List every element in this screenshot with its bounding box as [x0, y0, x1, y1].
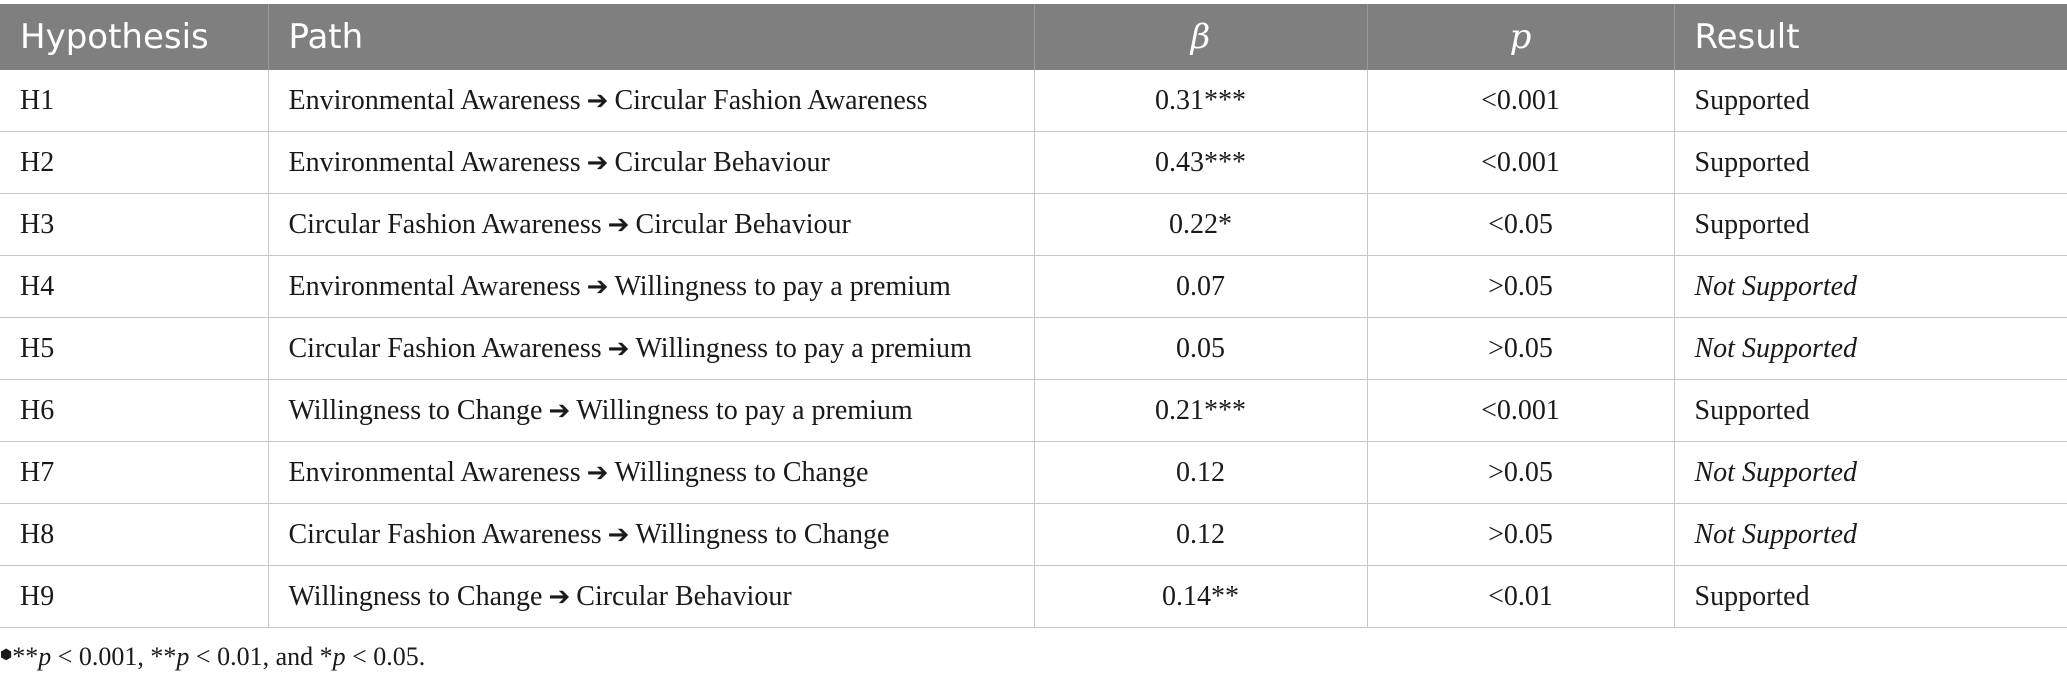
arrow-right-icon: ➔: [607, 519, 630, 550]
cell-path: [268, 70, 1034, 132]
footnote-text: **: [12, 642, 39, 671]
header-row: [0, 4, 2067, 70]
cell-hypothesis: H6: [0, 380, 268, 442]
table-row: [0, 132, 2067, 194]
cell-hypothesis: H3: [0, 194, 268, 256]
cell-path: [268, 380, 1034, 442]
footnote-p-symbol: p: [176, 642, 190, 671]
path-from: Willingness to Change: [288, 580, 543, 612]
cell-p: <0.001: [1367, 380, 1674, 442]
cell-beta: 0.12: [1034, 504, 1367, 566]
path-from: Circular Fashion Awareness: [288, 208, 602, 240]
arrow-right-icon: ➔: [586, 271, 609, 302]
path-from: Environmental Awareness: [288, 270, 581, 302]
path-to: Willingness to Change: [635, 518, 890, 550]
footnote-text: < 0.01, and *: [189, 642, 333, 671]
cell-p: >0.05: [1367, 318, 1674, 380]
table-row: [0, 194, 2067, 256]
arrow-right-icon: ➔: [607, 333, 630, 364]
cell-hypothesis: H5: [0, 318, 268, 380]
hypothesis-results-table: [0, 4, 2067, 628]
table-row: [0, 70, 2067, 132]
path-from: Environmental Awareness: [288, 84, 581, 116]
cell-beta: 0.21***: [1034, 380, 1367, 442]
arrow-right-icon: ➔: [607, 209, 630, 240]
footnote-text: < 0.05.: [345, 642, 426, 671]
path-to: Willingness to pay a premium: [635, 332, 972, 364]
path-to: Circular Fashion Awareness: [614, 84, 928, 116]
cell-p: >0.05: [1367, 256, 1674, 318]
cell-result: Not Supported: [1674, 318, 2067, 380]
cell-beta: 0.31***: [1034, 70, 1367, 132]
cell-result: Not Supported: [1674, 504, 2067, 566]
cell-p: <0.001: [1367, 132, 1674, 194]
cell-path: [268, 194, 1034, 256]
cell-path: [268, 566, 1034, 628]
path-to: Circular Behaviour: [576, 580, 792, 612]
cell-p: >0.05: [1367, 504, 1674, 566]
cell-hypothesis: H1: [0, 70, 268, 132]
path-from: Circular Fashion Awareness: [288, 332, 602, 364]
cell-result: Supported: [1674, 70, 2067, 132]
table-row: [0, 566, 2067, 628]
cell-result: Supported: [1674, 132, 2067, 194]
arrow-right-icon: ➔: [548, 395, 571, 426]
cell-hypothesis: H7: [0, 442, 268, 504]
cell-hypothesis: H8: [0, 504, 268, 566]
header-beta: β: [1034, 4, 1367, 70]
cell-beta: 0.43***: [1034, 132, 1367, 194]
table-body: [0, 70, 2067, 628]
cell-result: Not Supported: [1674, 442, 2067, 504]
cell-beta: 0.05: [1034, 318, 1367, 380]
footnote-p-symbol: p: [38, 642, 52, 671]
results-table-container: [0, 4, 2067, 628]
table-row: [0, 318, 2067, 380]
cell-beta: 0.12: [1034, 442, 1367, 504]
path-from: Circular Fashion Awareness: [288, 518, 602, 550]
cell-hypothesis: H9: [0, 566, 268, 628]
cell-beta: 0.22*: [1034, 194, 1367, 256]
cell-path: [268, 132, 1034, 194]
table-row: [0, 442, 2067, 504]
cell-beta: 0.07: [1034, 256, 1367, 318]
path-from: Willingness to Change: [288, 394, 543, 426]
cell-p: <0.001: [1367, 70, 1674, 132]
table-footnote: [0, 642, 425, 672]
footnote-bullet-icon: ⬢: [0, 647, 13, 663]
table-row: [0, 256, 2067, 318]
cell-result: Not Supported: [1674, 256, 2067, 318]
cell-hypothesis: H4: [0, 256, 268, 318]
path-to: Willingness to Change: [614, 456, 869, 488]
arrow-right-icon: ➔: [586, 147, 609, 178]
cell-result: Supported: [1674, 380, 2067, 442]
footnote-text: < 0.001, **: [51, 642, 177, 671]
path-to: Willingness to pay a premium: [614, 270, 951, 302]
cell-p: >0.05: [1367, 442, 1674, 504]
cell-path: [268, 442, 1034, 504]
header-path: Path: [268, 4, 1034, 70]
path-to: Circular Behaviour: [635, 208, 851, 240]
table-row: [0, 380, 2067, 442]
cell-result: Supported: [1674, 566, 2067, 628]
arrow-right-icon: ➔: [586, 85, 609, 116]
path-from: Environmental Awareness: [288, 146, 581, 178]
cell-result: Supported: [1674, 194, 2067, 256]
arrow-right-icon: ➔: [586, 457, 609, 488]
cell-p: <0.01: [1367, 566, 1674, 628]
header-p: p: [1367, 4, 1674, 70]
cell-p: <0.05: [1367, 194, 1674, 256]
cell-path: [268, 504, 1034, 566]
cell-beta: 0.14**: [1034, 566, 1367, 628]
table-row: [0, 504, 2067, 566]
table-header: [0, 4, 2067, 70]
cell-path: [268, 318, 1034, 380]
path-from: Environmental Awareness: [288, 456, 581, 488]
cell-hypothesis: H2: [0, 132, 268, 194]
path-to: Willingness to pay a premium: [576, 394, 913, 426]
cell-path: [268, 256, 1034, 318]
header-result: Result: [1674, 4, 2067, 70]
footnote-p-symbol: p: [332, 642, 346, 671]
arrow-right-icon: ➔: [548, 581, 571, 612]
header-hypothesis: Hypothesis: [0, 4, 268, 70]
path-to: Circular Behaviour: [614, 146, 830, 178]
